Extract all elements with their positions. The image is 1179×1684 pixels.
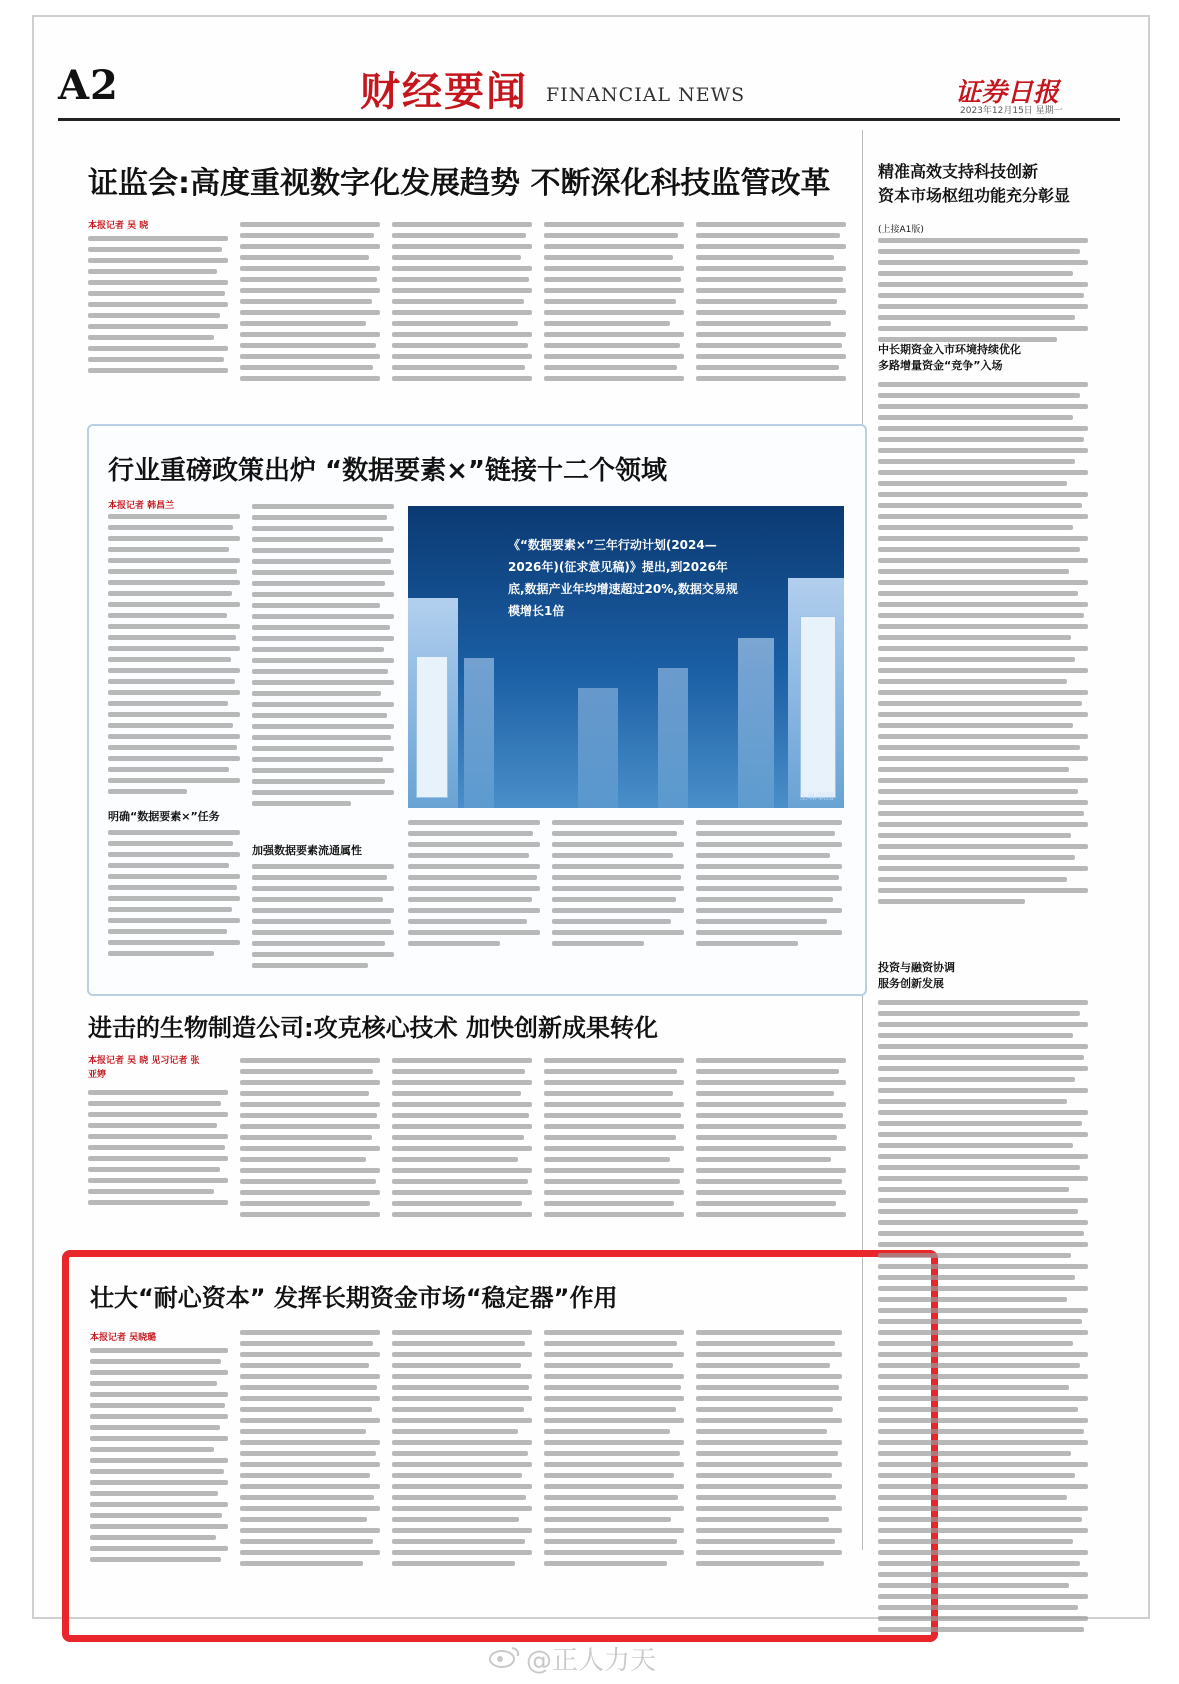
sidebar-col-3	[878, 1000, 1088, 1638]
article-2-col-2	[252, 504, 394, 812]
highlight-frame	[62, 1250, 938, 1642]
header-rule	[58, 118, 1120, 121]
data-elements-illustration	[408, 506, 844, 808]
article-3-col-4	[544, 1058, 684, 1223]
article-3-col-3	[392, 1058, 532, 1223]
article-2-col-1b	[108, 830, 240, 962]
article-2-col-4	[552, 820, 684, 952]
article-1-col-2	[240, 222, 380, 387]
article-3-col-2	[240, 1058, 380, 1223]
article-1-col-1	[88, 236, 228, 379]
section-title: 财经要闻	[360, 68, 528, 115]
sidebar-title-line-1: 精准高效支持科技创新	[878, 162, 1039, 181]
article-2-col-5	[696, 820, 842, 952]
article-2-col-3	[408, 820, 540, 952]
illustration-caption: 《“数据要素×”三年行动计划(2024—2026年)(征求意见稿)》提出,到2026年底,数据产业年均增速超过20%,数据交易规模增长1倍	[508, 538, 738, 618]
article-1-col-5	[696, 222, 846, 387]
sidebar-subhead-2: 多路增量资金“竞争”入场	[878, 359, 1003, 372]
article-3-headline: 进击的生物制造公司:攻克核心技术 加快创新成果转化	[88, 1014, 658, 1042]
illustration-credit: 王琳/制图	[799, 792, 834, 801]
article-3-col-5	[696, 1058, 846, 1223]
server-rack-left	[416, 656, 448, 798]
article-1-headline: 证监会:高度重视数字化发展趋势 不断深化科技监管改革	[88, 166, 831, 201]
sidebar-subhead-3: 投资与融资协调	[878, 961, 955, 974]
article-1-byline: 本报记者 吴 晓	[88, 221, 149, 231]
article-1-col-3	[392, 222, 532, 387]
article-3-col-1	[88, 1090, 228, 1211]
masthead-logo: 证券日报	[955, 78, 1060, 108]
sidebar-subhead-1: 中长期资金入市环境持续优化	[878, 343, 1021, 356]
dateline: 2023年12月15日 星期一	[960, 106, 1063, 116]
watermark-text: @正人力天	[526, 1646, 657, 1676]
article-2-headline: 行业重磅政策出炉 “数据要素×”链接十二个领域	[108, 456, 668, 486]
sidebar-byline: (上接A1版)	[878, 225, 924, 235]
weibo-icon	[488, 1644, 522, 1668]
article-2-subhead-2: 加强数据要素流通属性	[252, 844, 362, 857]
sidebar-subhead-4: 服务创新发展	[878, 977, 944, 990]
article-4-headline: 壮大“耐心资本” 发挥长期资金市场“稳定器”作用	[90, 1284, 618, 1312]
article-1-col-4	[544, 222, 684, 387]
section-title-en: FINANCIAL NEWS	[546, 84, 746, 106]
article-2-col-1	[108, 514, 240, 800]
server-rack-right	[800, 616, 836, 798]
sidebar-col-1	[878, 238, 1088, 348]
article-2-byline: 本报记者 韩昌兰	[108, 501, 175, 511]
article-2-col-2b	[252, 864, 394, 974]
article-2-subhead-1: 明确“数据要素×”任务	[108, 810, 220, 823]
article-4-byline: 本报记者 吴晓璐	[90, 1333, 157, 1343]
article-3-byline: 本报记者 吴 晓 见习记者 张亚婷	[88, 1056, 200, 1080]
page-number: A2	[58, 62, 119, 109]
sidebar-col-2	[878, 382, 1088, 910]
sidebar-title-line-2: 资本市场枢纽功能充分彰显	[878, 186, 1071, 205]
